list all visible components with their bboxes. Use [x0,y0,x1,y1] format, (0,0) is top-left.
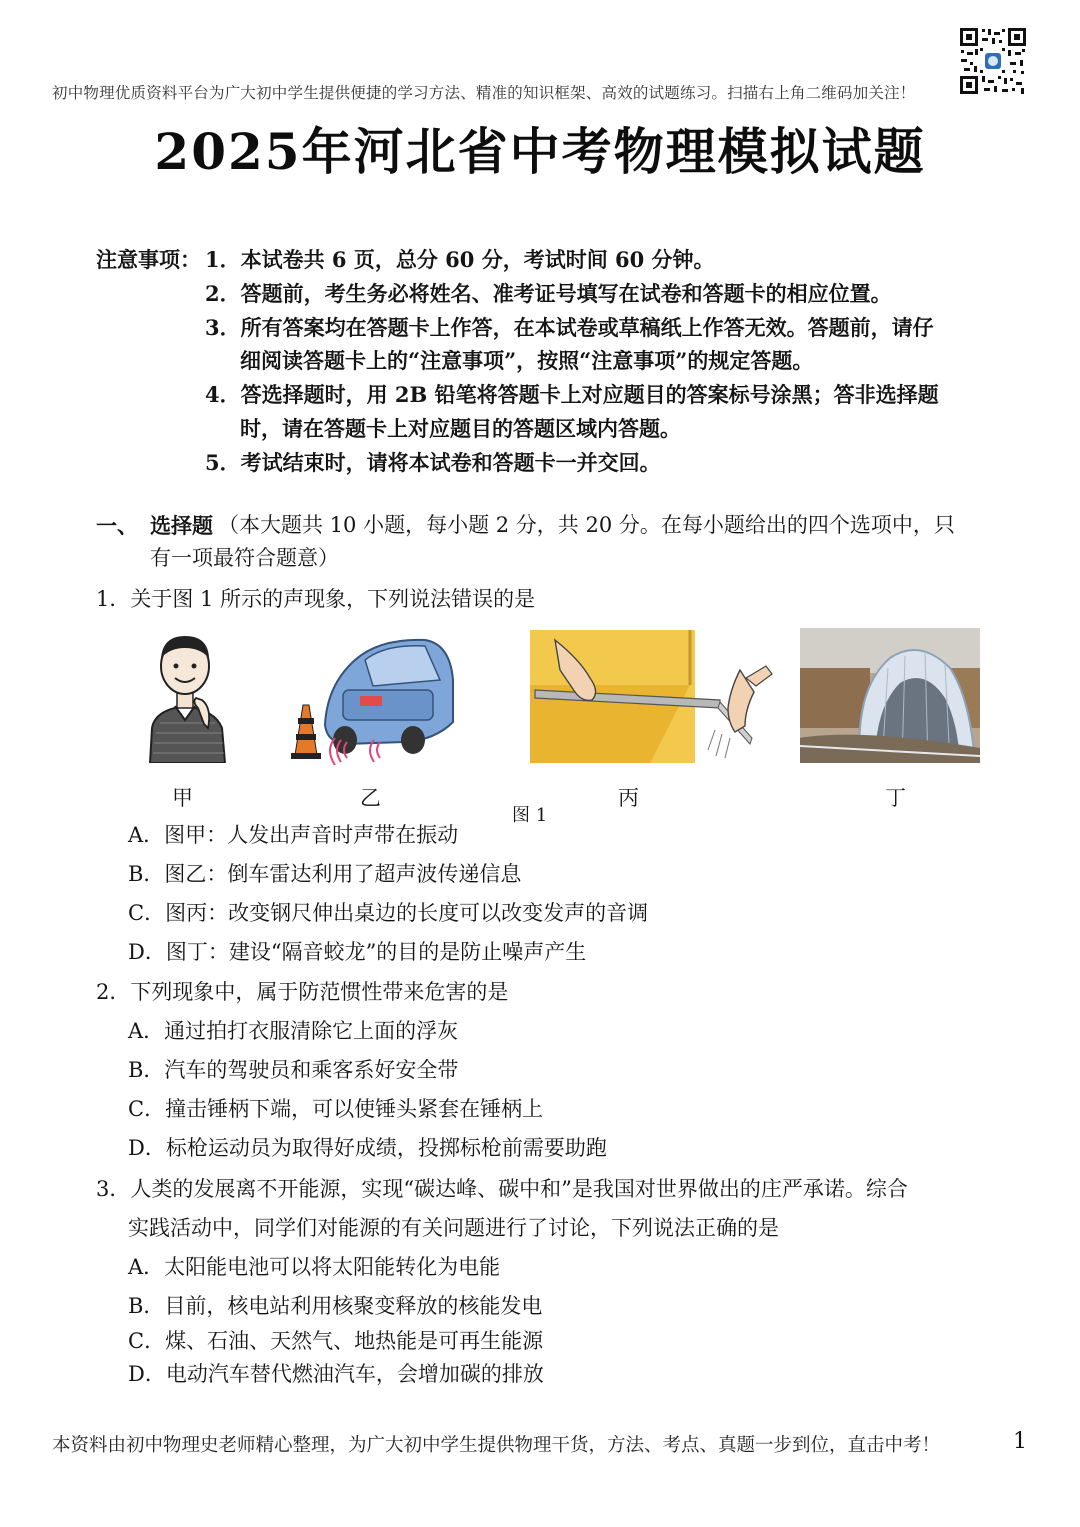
figure-caption: 图 1 [512,805,548,826]
figure-label: 丙 [618,786,639,810]
notice-item-continued: 时，请在答题卡上对应题目的答题区域内答题。 [240,416,681,441]
figure-bing-ruler-on-table [530,630,775,763]
notice-label: 注意事项： [96,247,201,272]
figure-label: 甲 [172,786,193,810]
figure-yi-car-reversing-radar [285,630,455,765]
question-3-stem: 3．人类的发展离不开能源，实现“碳达峰、碳中和”是我国对世界做出的庄严承诺。综合 [96,1177,908,1201]
section-description: （本大题共 10 小题，每小题 2 分，共 20 分。在每小题给出的四个选项中，只 [218,513,955,537]
figure-label: 丁 [885,786,906,810]
notice-item: 1．本试卷共 6 页，总分 60 分，考试时间 60 分钟。 [205,247,715,272]
notice-item: 5．考试结束时，请将本试卷和答题卡一并交回。 [205,450,661,475]
notice-item: 4．答选择题时，用 2B 铅笔将答题卡上对应题目的答案标号涂黑；答非选择题 [205,382,939,407]
option-b: B．目前，核电站利用核聚变释放的核能发电 [128,1294,543,1318]
notice-item: 2．答题前，考生务必将姓名、准考证号填写在试卷和答题卡的相应位置。 [205,281,892,306]
figure-ding-sound-barrier-tunnel [800,628,980,763]
notice-item-continued: 细阅读答题卡上的“注意事项”，按照“注意事项”的规定答题。 [240,348,814,373]
question-3-stem-continued: 实践活动中，同学们对能源的有关问题进行了讨论，下列说法正确的是 [128,1216,779,1240]
footer-note: 本资料由初中物理史老师精心整理，为广大初中学生提供物理干货，方法、考点、真题一步到位，直击中考！ [52,1435,941,1456]
section-name: 选择题 [150,513,213,538]
option-c: C．撞击锤柄下端，可以使锤头紧套在锤柄上 [128,1097,544,1121]
page-title: 2025年河北省中考物理模拟试题 [154,122,926,181]
option-a: A．通过拍打衣服清除它上面的浮灰 [128,1019,459,1043]
option-d: D．标枪运动员为取得好成绩，投掷标枪前需要助跑 [128,1136,607,1160]
section-number: 一、 [96,513,138,538]
option-c: C．图丙：改变钢尺伸出桌边的长度可以改变发声的音调 [128,901,649,925]
qr-code[interactable] [958,26,1028,96]
page-number: 1 [1013,1429,1027,1454]
option-b: B．图乙：倒车雷达利用了超声波传递信息 [128,862,522,886]
question-2-stem: 2．下列现象中，属于防范惯性带来危害的是 [96,980,509,1004]
figure-jia-person-speaking [130,628,240,763]
option-a: A．太阳能电池可以将太阳能转化为电能 [128,1255,501,1279]
section-description-continued: 有一项最符合题意） [150,546,339,570]
option-c: C．煤、石油、天然气、地热能是可再生能源 [128,1329,544,1353]
option-a: A．图甲：人发出声音时声带在振动 [128,823,459,847]
option-d: D．图丁：建设“隔音蛟龙”的目的是防止噪声产生 [128,940,587,964]
figure-label: 乙 [360,786,381,810]
notice-item: 3．所有答案均在答题卡上作答，在本试卷或草稿纸上作答无效。答题前，请仔 [205,315,934,340]
option-d: D．电动汽车替代燃油汽车，会增加碳的排放 [128,1362,544,1386]
option-b: B．汽车的驾驶员和乘客系好安全带 [128,1058,459,1082]
header-note: 初中物理优质资料平台为广大初中学生提供便捷的学习方法、精准的知识框架、高效的试题练习。扫描右上角二维码加关注！ [52,84,916,102]
question-1-stem: 1．关于图 1 所示的声现象，下列说法错误的是 [96,587,536,611]
